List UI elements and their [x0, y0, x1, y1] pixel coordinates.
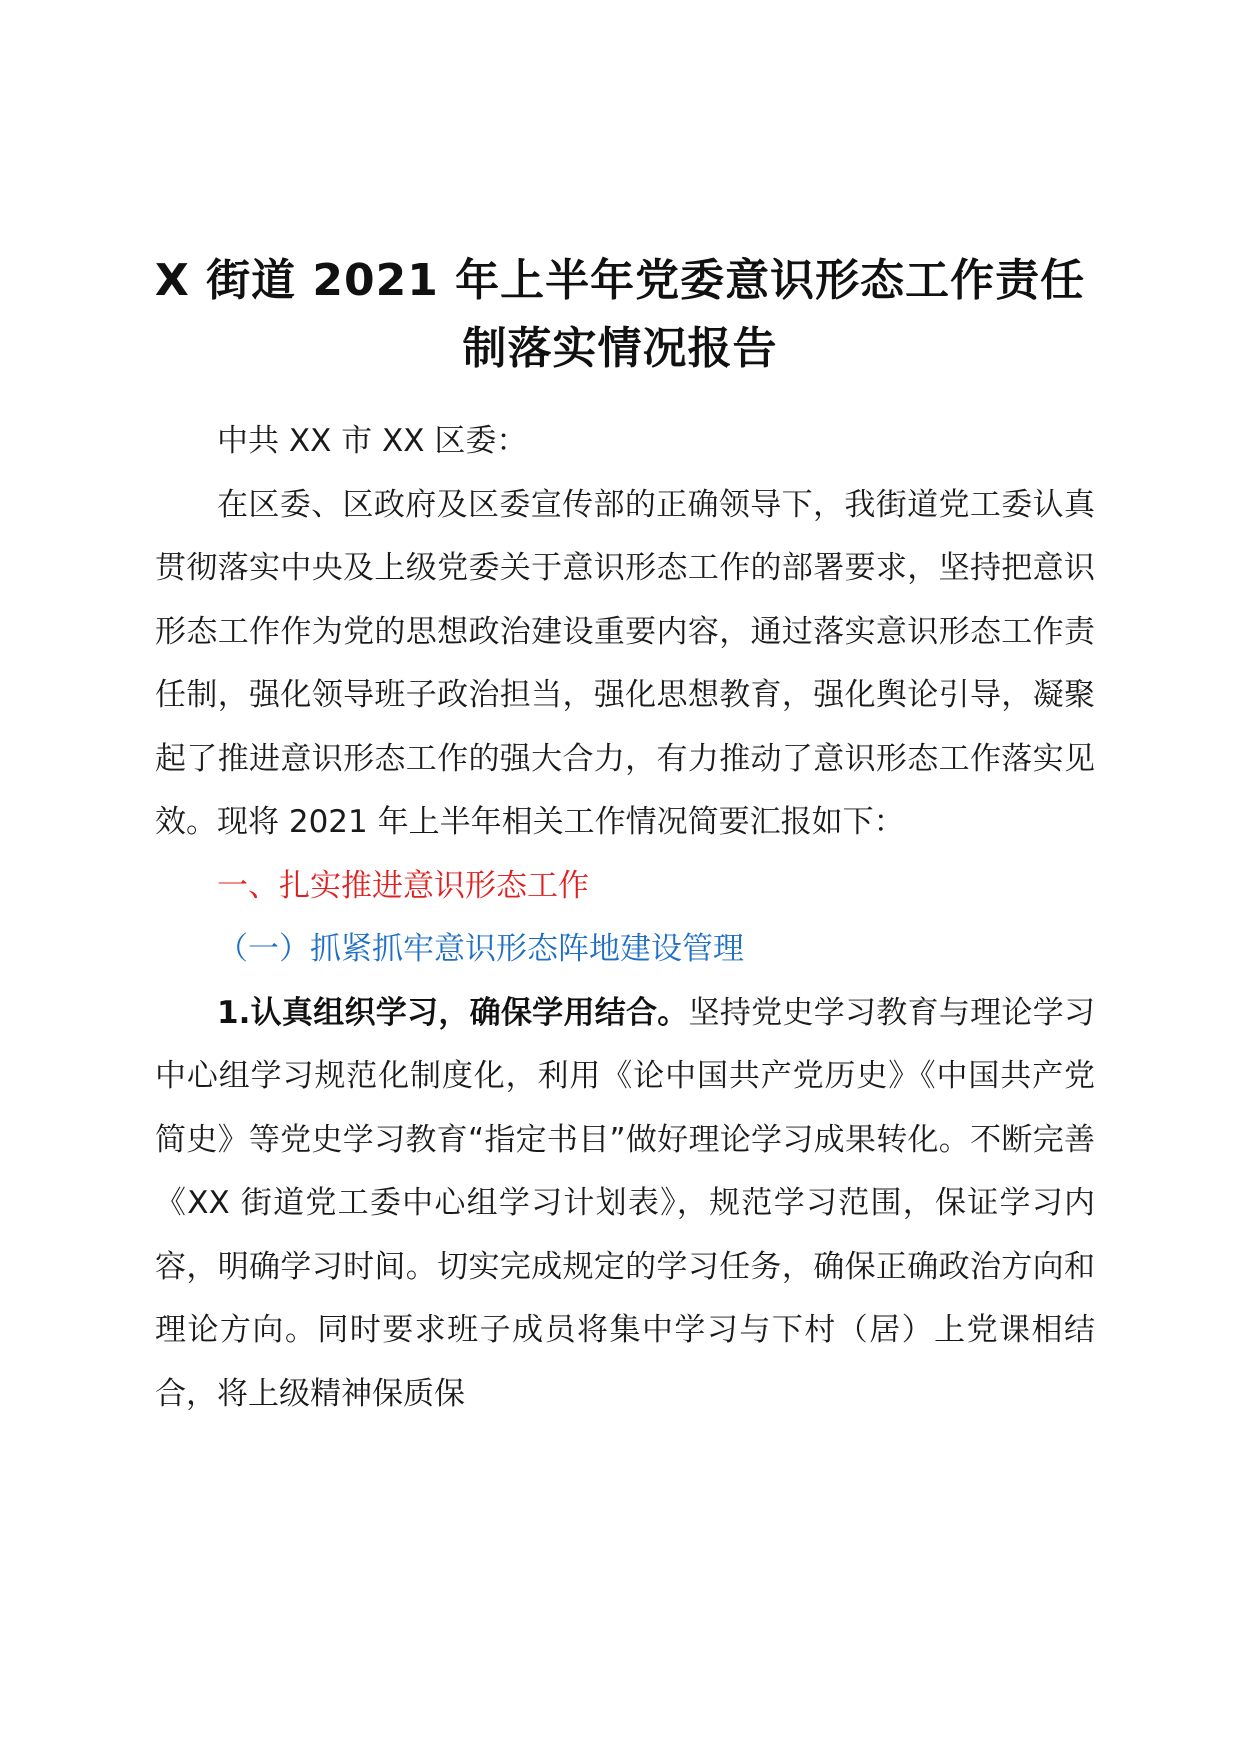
item-body: 坚持党史学习教育与理论学习中心组学习规范化制度化，利用《论中国共产党历史》《中国共产党简史》等党史学习教育“指定书目”做好理论学习成果转化。不断完善《XX 街道党工委中心组学习计划表》，规范学习范围，保证学习内容，明确学习时间。切实完成规定的学习任务，确保正确政治方向和理论方向。同时要求班子成员将集中学习与下村（居）上党课相结合，将上级精神保质保	[155, 994, 1095, 1412]
salutation: 中共 XX 市 XX 区委：	[217, 423, 528, 459]
section-heading: 一、扎实推进意识形态工作	[217, 867, 589, 904]
document-body	[155, 410, 1095, 1426]
title-line-2: 制落实情况报告	[462, 323, 778, 374]
intro-paragraph: 在区委、区政府及区委宣传部的正确领导下，我街道党工委认真贯彻落实中央及上级党委关于意识形态工作的部署要求，坚持把意识形态工作作为党的思想政治建设重要内容，通过落实意识形态工作责任制，强化领导班子政治担当，强化思想教育，强化舆论引导，凝聚起了推进意识形态工作的强大合力，有力推动了意识形态工作落实见效。现将 2021 年上半年相关工作情况简要汇报如下：	[155, 486, 1095, 840]
title-line-1: X 街道 2021 年上半年党委意识形态工作责任	[154, 255, 1086, 306]
item-lead: 1.认真组织学习，确保学用结合。	[217, 994, 689, 1031]
item-paragraph	[155, 982, 1095, 1427]
document-title	[120, 247, 1120, 383]
subsection-heading: （一）抓紧抓牢意识形态阵地建设管理	[217, 931, 744, 967]
